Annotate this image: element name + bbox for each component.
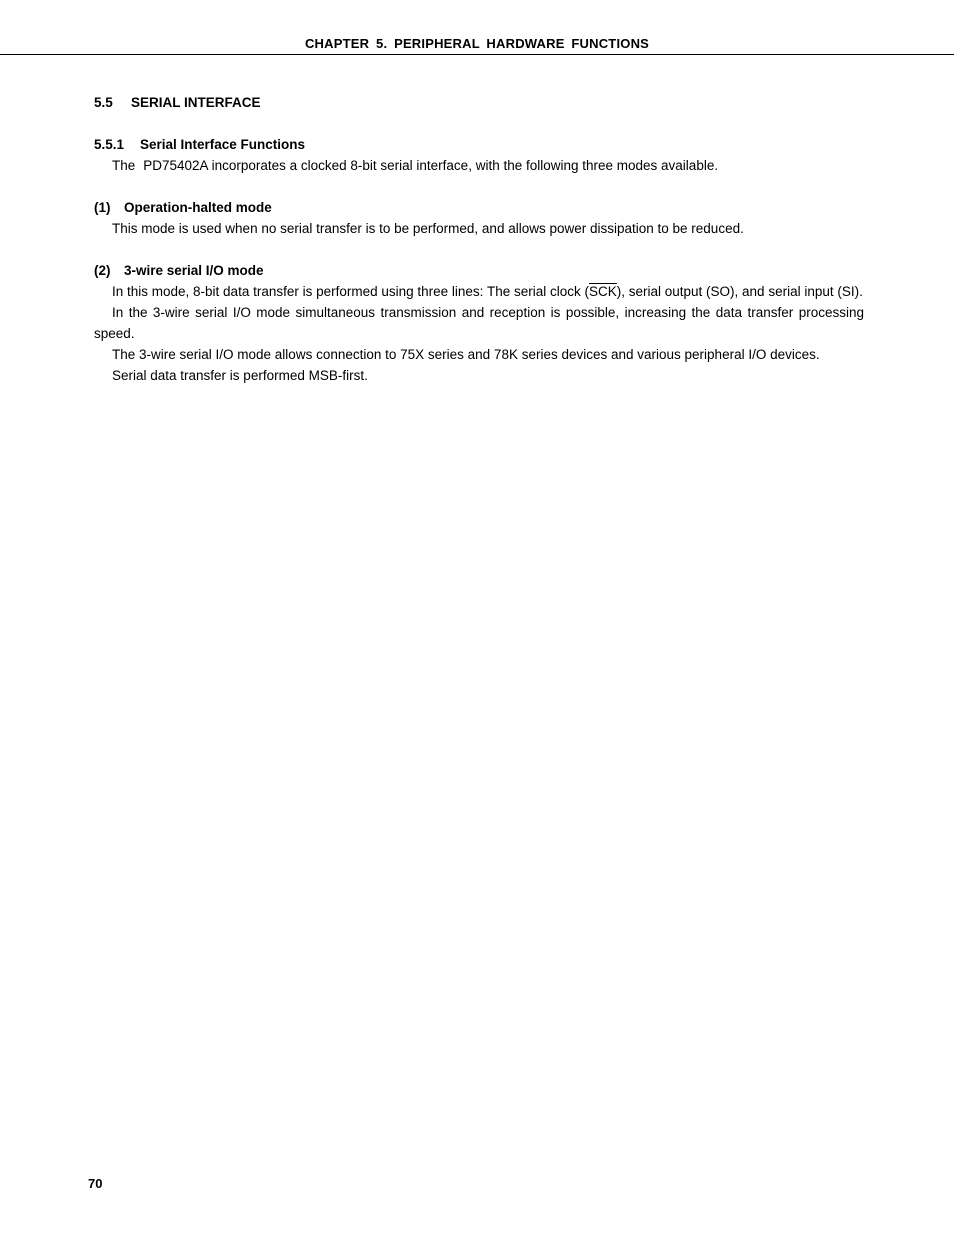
section-number: 5.5 xyxy=(94,95,113,110)
item-1-paragraph: This mode is used when no serial transfer is to be performed, and allows power dissipation to be reduced. xyxy=(112,221,744,236)
section-heading xyxy=(94,92,864,113)
p1-after: ), serial output (SO), and serial input (SI). xyxy=(616,284,863,299)
subsection-number: 5.5.1 xyxy=(94,137,125,152)
subsection-title: Serial Interface Functions xyxy=(140,137,306,152)
intro-after: PD75402A incorporates a clocked 8-bit serial interface, with the following three modes available. xyxy=(143,158,719,173)
item-1-number: (1) xyxy=(94,200,111,215)
section-title: SERIAL INTERFACE xyxy=(131,95,261,110)
item-2-paragraph-3: The 3-wire serial I/O mode allows connection to 75X series and 78K series devices and various peripheral I/O devices. xyxy=(112,347,820,362)
p1-before: In this mode, 8-bit data transfer is performed using three lines: The serial clock ( xyxy=(112,284,589,299)
item-2-heading xyxy=(94,260,864,281)
header-rule xyxy=(0,54,954,55)
running-header: CHAPTER 5. PERIPHERAL HARDWARE FUNCTIONS xyxy=(304,36,650,51)
subsection-heading xyxy=(94,134,864,155)
item-1-heading xyxy=(94,197,864,218)
intro-before: The xyxy=(112,158,136,173)
page-number: 70 xyxy=(88,1176,103,1191)
sck-signal: $\overline{SCK}$ xyxy=(588,284,617,299)
item-2-number: (2) xyxy=(94,263,111,278)
item-2-paragraph-4: Serial data transfer is performed MSB-first. xyxy=(112,368,368,383)
intro-paragraph xyxy=(94,155,864,176)
page-content xyxy=(94,92,864,386)
item-1-title: Operation-halted mode xyxy=(124,200,272,215)
item-2-paragraph-1 xyxy=(94,281,864,302)
item-2-paragraph-2: In the 3-wire serial I/O mode simultaneous transmission and reception is possible, increasing the data transfer processing speed. xyxy=(94,305,864,341)
item-2-title: 3-wire serial I/O mode xyxy=(124,263,264,278)
